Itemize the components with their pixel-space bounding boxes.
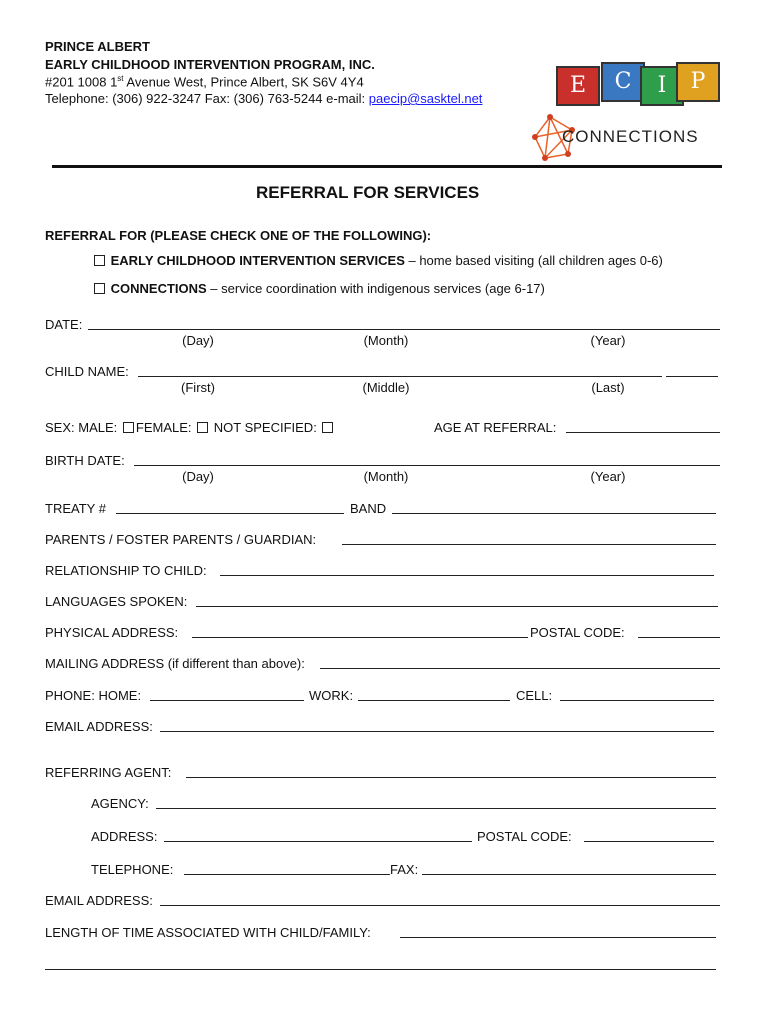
org-name: EARLY CHILDHOOD INTERVENTION PROGRAM, INC. [45,57,375,72]
postal-code-field[interactable] [638,637,720,638]
treaty-label: TREATY # [45,501,106,516]
form-title: REFERRAL FOR SERVICES [256,183,480,202]
languages-field[interactable] [196,606,718,607]
work-label: WORK: [309,688,354,703]
email-address-field[interactable] [160,731,714,732]
option-eci: EARLY CHILDHOOD INTERVENTION SERVICES – home based visiting (all children ages 0-6) [92,253,663,268]
option-connections: CONNECTIONS – service coordination with indigenous services (age 6-17) [92,281,545,296]
band-label: BAND [350,501,387,516]
child-name-field[interactable] [138,376,662,377]
birth-date-label: BIRTH DATE: [45,453,125,468]
languages-label: LANGUAGES SPOKEN: [45,594,188,609]
agent-address-field[interactable] [164,841,472,842]
agency-field[interactable] [156,808,716,809]
physical-address-field[interactable] [192,637,528,638]
agent-telephone-label: TELEPHONE: [91,862,174,877]
agent-telephone-field[interactable] [184,874,390,875]
mailing-address-field[interactable] [320,668,720,669]
agent-email-field[interactable] [160,905,720,906]
referral-for-label: REFERRAL FOR (PLEASE CHECK ONE OF THE FOLLOWING): [45,228,432,243]
length-of-time-field-extra[interactable] [45,969,716,970]
child-name-field-extra[interactable] [666,376,718,377]
male-checkbox[interactable] [123,422,134,433]
sex-row: SEX: MALE: FEMALE: NOT SPECIFIED: [45,420,335,435]
date-field[interactable] [88,329,720,330]
band-field[interactable] [392,513,716,514]
age-at-referral-label: AGE AT REFERRAL: [434,420,557,435]
work-field[interactable] [358,700,510,701]
child-name-label: CHILD NAME: [45,364,129,379]
referring-agent-field[interactable] [186,777,716,778]
parents-field[interactable] [342,544,716,545]
org-address: #201 1008 1st Avenue West, Prince Albert, SK S6V 4Y4 [45,74,364,90]
length-of-time-label: LENGTH OF TIME ASSOCIATED WITH CHILD/FAMILY: [45,925,371,940]
agency-label: AGENCY: [91,796,149,811]
not-specified-checkbox[interactable] [322,422,333,433]
cell-field[interactable] [560,700,714,701]
agent-email-label: EMAIL ADDRESS: [45,893,153,908]
mailing-address-label: MAILING ADDRESS (if different than above): [45,656,305,671]
logo-block-e: E [556,66,600,106]
agent-fax-label: FAX: [390,862,419,877]
date-day-hint: (Day) [182,333,214,348]
eci-checkbox[interactable] [94,255,105,266]
phone-home-field[interactable] [150,700,304,701]
date-label: DATE: [45,317,83,332]
agent-postal-code-label: POSTAL CODE: [477,829,572,844]
date-year-hint: (Year) [590,333,626,348]
connections-wordmark: CONNECTIONS [562,127,699,146]
first-name-hint: (First) [181,380,215,395]
org-phone-line: Telephone: (306) 922-3247 Fax: (306) 763-5244 e-mail: paecip@sasktel.net [45,91,483,106]
birth-date-field[interactable] [134,465,720,466]
logo-block-p: P [676,62,720,102]
email-link[interactable]: paecip@sasktel.net [368,91,483,106]
relationship-label: RELATIONSHIP TO CHILD: [45,563,207,578]
parents-label: PARENTS / FOSTER PARENTS / GUARDIAN: [45,532,317,547]
physical-address-label: PHYSICAL ADDRESS: [45,625,179,640]
agent-address-label: ADDRESS: [91,829,158,844]
agent-fax-field[interactable] [422,874,716,875]
logo-block-i: I [640,66,684,106]
cell-label: CELL: [516,688,553,703]
date-month-hint: (Month) [363,333,409,348]
connections-checkbox[interactable] [94,283,105,294]
birth-day-hint: (Day) [182,469,214,484]
middle-name-hint: (Middle) [362,380,410,395]
birth-month-hint: (Month) [363,469,409,484]
last-name-hint: (Last) [591,380,625,395]
birth-year-hint: (Year) [590,469,626,484]
phone-home-label: PHONE: HOME: [45,688,142,703]
age-at-referral-field[interactable] [566,432,720,433]
header-divider [52,165,722,168]
postal-code-label: POSTAL CODE: [530,625,625,640]
agent-postal-code-field[interactable] [584,841,714,842]
treaty-field[interactable] [116,513,344,514]
length-of-time-field[interactable] [400,937,716,938]
org-city: PRINCE ALBERT [45,39,150,54]
email-address-label: EMAIL ADDRESS: [45,719,153,734]
logo-block-c: C [601,62,645,102]
relationship-field[interactable] [220,575,714,576]
female-checkbox[interactable] [197,422,208,433]
referring-agent-label: REFERRING AGENT: [45,765,172,780]
